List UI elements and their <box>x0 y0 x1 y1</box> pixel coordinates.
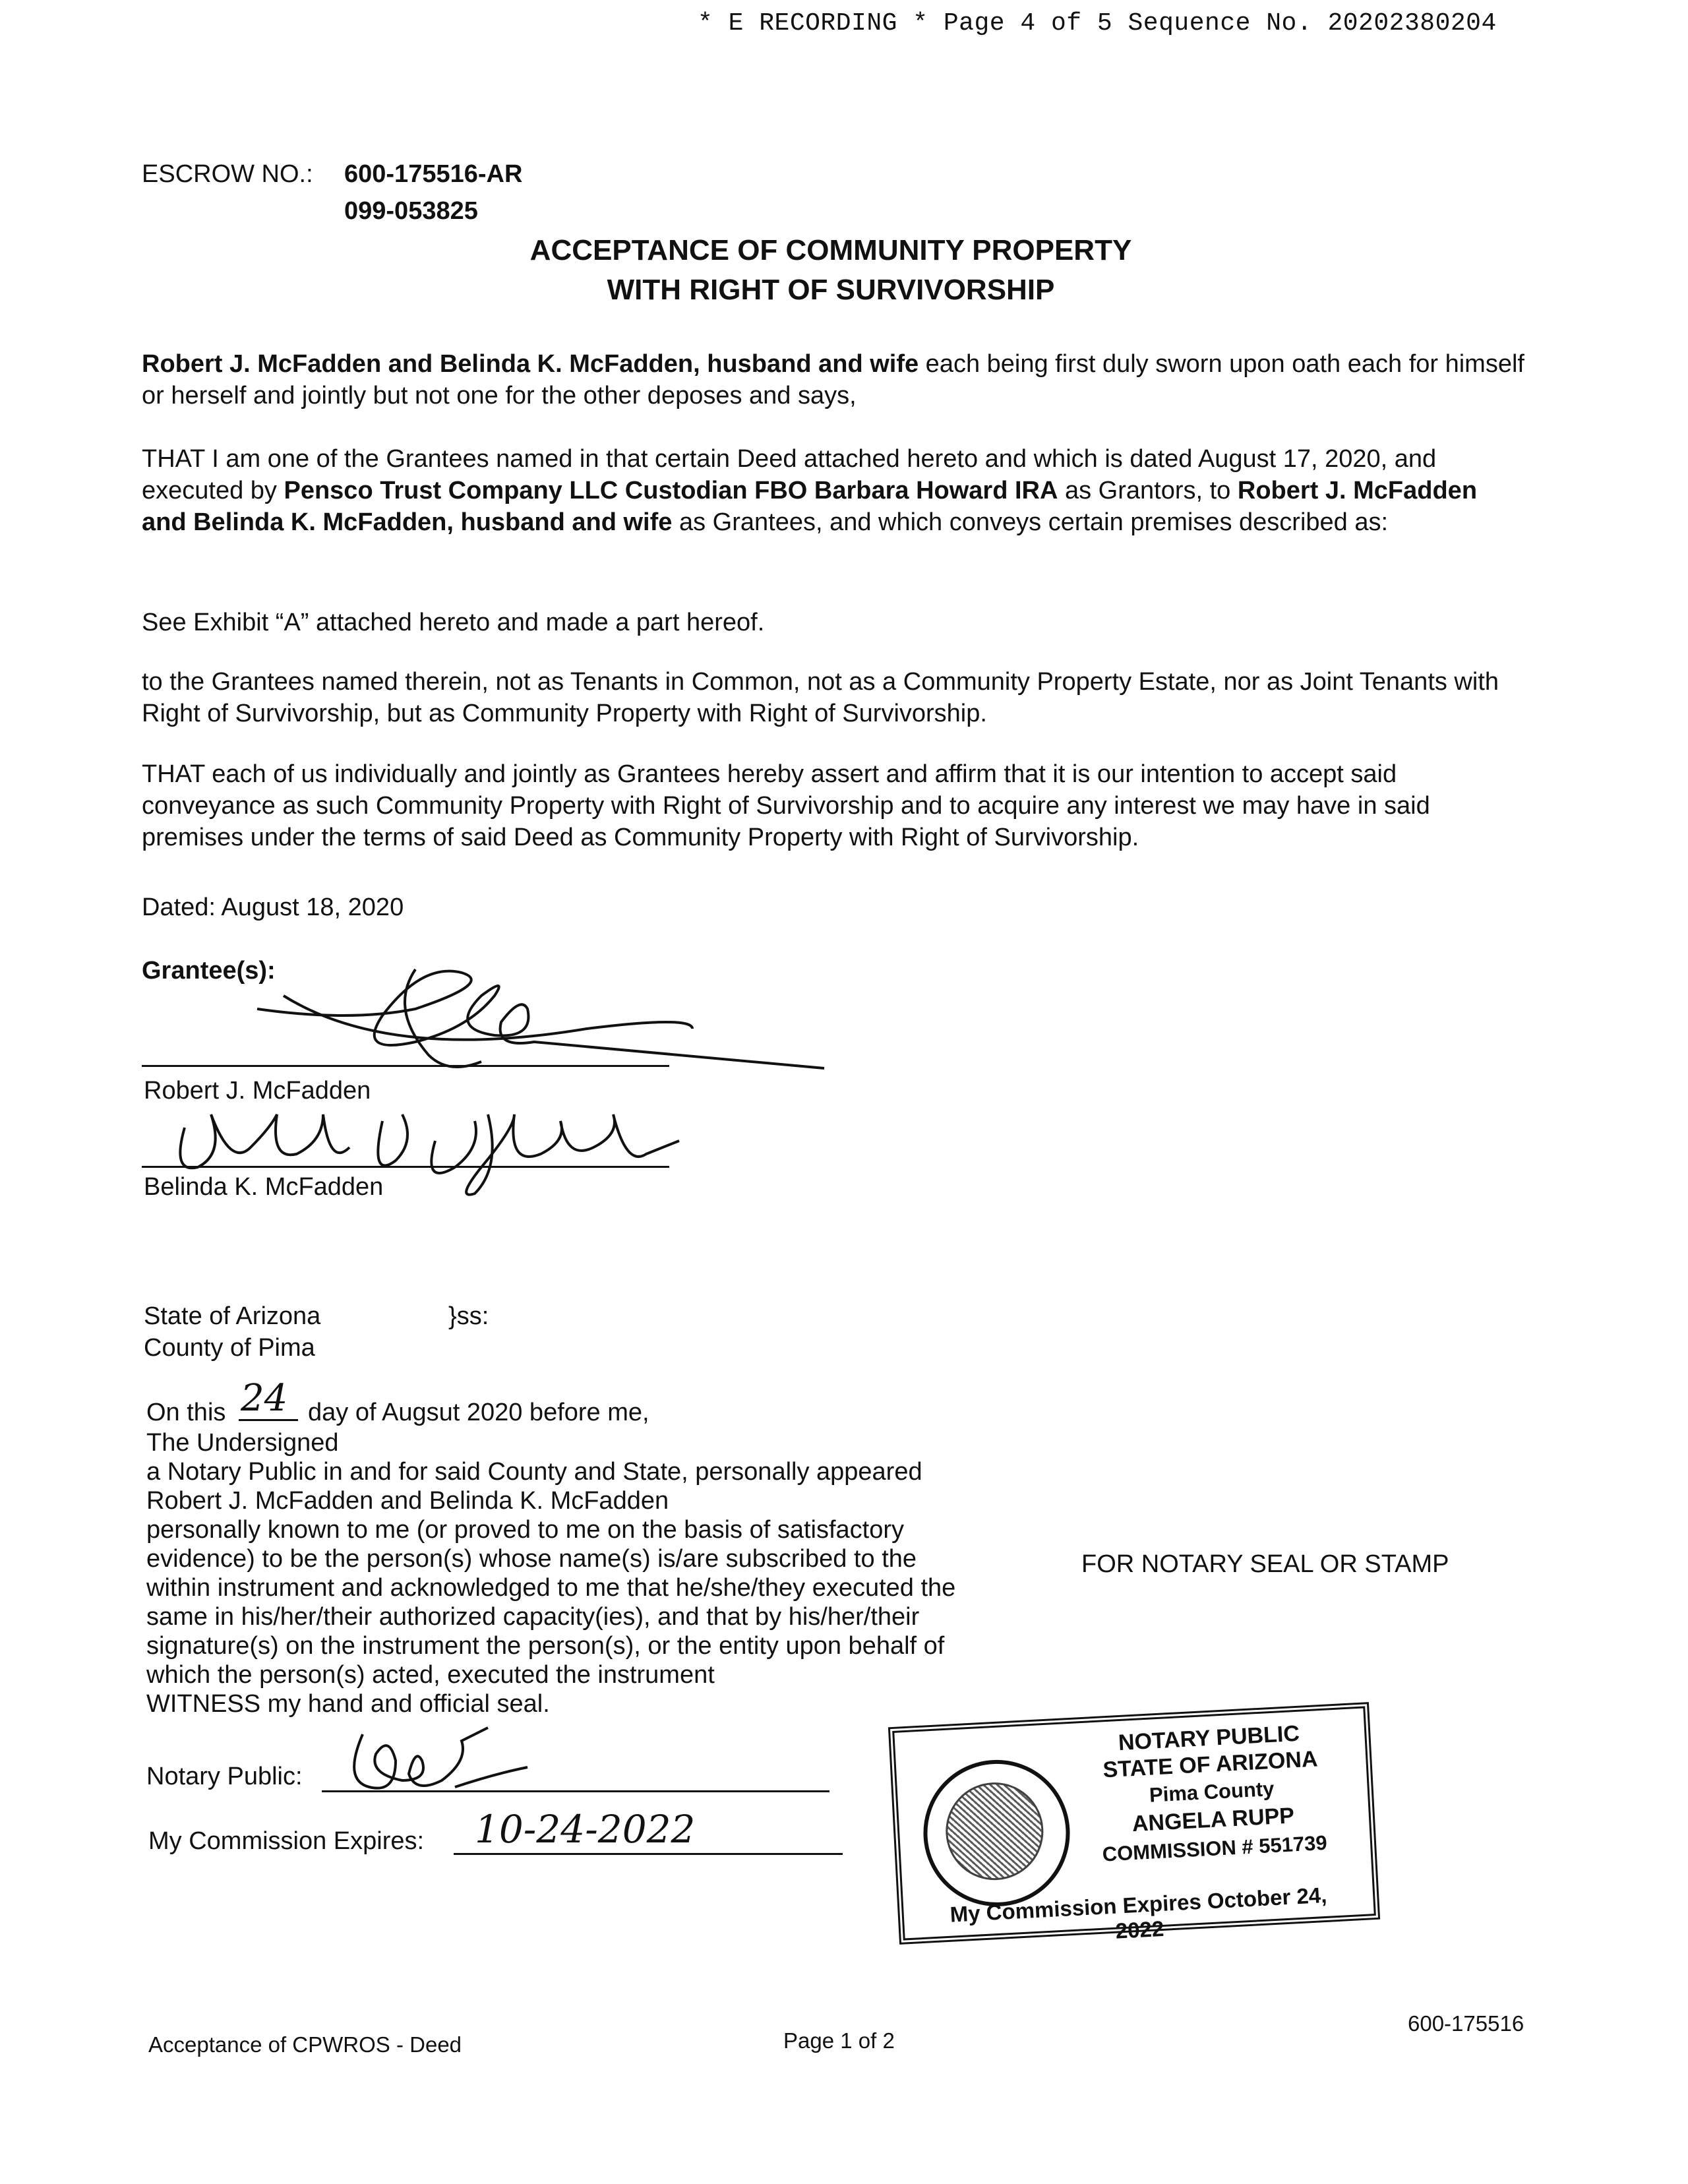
seal-center <box>944 1780 1046 1883</box>
commission-handwritten-date: 10-24-2022 <box>475 1807 696 1852</box>
document-title-line1: ACCEPTANCE OF COMMUNITY PROPERTY <box>529 234 1132 266</box>
notary-stamp <box>888 1702 1380 1945</box>
notary-line-4: personally known to me (or proved to me on the basis of satisfactory <box>146 1516 904 1544</box>
stamp-line-3: Pima County <box>1149 1776 1275 1807</box>
notary-public-line <box>322 1790 829 1792</box>
paragraph-tenancy: to the Grantees named therein, not as Tenants in Common, not as a Community Property Estate, nor as Joint Tenants with Right of Survivorship, but as Community Property with Right of Survivorship. <box>142 668 1499 727</box>
deed-text-c: as Grantees, and which conveys certain premises described as: <box>672 508 1389 536</box>
dated-line: Dated: August 18, 2020 <box>142 894 404 921</box>
stamp-line-5: COMMISSION # 551739 <box>1101 1831 1328 1866</box>
stamp-line-6: My Commission Expires October 24, 2022 <box>949 1882 1328 1943</box>
notary-line-10: WITNESS my hand and official seal. <box>146 1690 550 1718</box>
stamp-line-4: ANGELA RUPP <box>1131 1803 1295 1837</box>
venue-county: County of Pima <box>144 1334 315 1362</box>
grantee-name-belinda: Belinda K. McFadden <box>144 1173 384 1201</box>
document-title-line2: WITH RIGHT OF SURVIVORSHIP <box>607 274 1055 306</box>
grantee-names: Robert J. McFadden and Belinda K. McFadden, husband and wife <box>142 477 1478 536</box>
footer-right: 600-175516 <box>1408 2011 1524 2036</box>
day-blank-line <box>239 1419 298 1421</box>
recording-header: * E RECORDING * Page 4 of 5 Sequence No. 20202380204 <box>698 9 1497 38</box>
notary-seal-label: FOR NOTARY SEAL OR STAMP <box>1081 1550 1449 1578</box>
notary-line-6: within instrument and acknowledged to me that he/she/they executed the <box>146 1574 956 1602</box>
grantee-name-robert: Robert J. McFadden <box>144 1077 371 1105</box>
footer-page: Page 1 of 2 <box>783 2028 895 2053</box>
notary-line-2: a Notary Public in and for said County and State, personally appeared <box>146 1458 922 1486</box>
stamp-line-1: NOTARY PUBLIC <box>1118 1720 1300 1756</box>
venue-ss: }ss: <box>448 1302 489 1330</box>
escrow-label: ESCROW NO.: <box>142 160 313 188</box>
notary-line-8: signature(s) on the instrument the person(s), or the entity upon behalf of <box>146 1632 945 1660</box>
notary-public-label: Notary Public: <box>146 1763 303 1790</box>
notary-line-7: same in his/her/their authorized capacity(ies), and that by his/her/their <box>146 1603 920 1631</box>
footer-left: Acceptance of CPWROS - Deed <box>148 2032 462 2057</box>
commission-line <box>454 1853 843 1855</box>
paragraph-affiants <box>142 348 1526 411</box>
notary-line-9: which the person(s) acted, executed the instrument <box>146 1661 715 1689</box>
signature-robert <box>218 956 851 1095</box>
day-rest-text: day of Augsut 2020 before me, <box>308 1399 649 1426</box>
notary-line-3: Robert J. McFadden and Belinda K. McFadden <box>146 1487 669 1515</box>
signature-line-robert <box>142 1065 669 1067</box>
notary-signature <box>343 1721 541 1807</box>
escrow-number: 600-175516-AR <box>344 160 523 188</box>
grantor-name: Pensco Trust Company LLC Custodian FBO Barbara Howard IRA <box>284 477 1058 504</box>
paragraph-exhibit: See Exhibit “A” attached hereto and made a part hereof. <box>142 609 765 636</box>
notary-line-5: evidence) to be the person(s) whose name(s) is/are subscribed to the <box>146 1545 917 1573</box>
signature-line-belinda <box>142 1166 669 1168</box>
affiants-names: Robert J. McFadden and Belinda K. McFadden, husband and wife <box>142 350 919 378</box>
on-this-label: On this <box>146 1399 226 1426</box>
notary-line-1: The Undersigned <box>146 1429 339 1457</box>
paragraph-deed <box>142 443 1526 538</box>
stamp-line-2: STATE OF ARIZONA <box>1102 1746 1319 1783</box>
affiants-oath-text: each being first duly sworn upon oath each for himself or herself and jointly but not one for the other deposes and says, <box>142 350 1524 410</box>
grantees-label: Grantee(s): <box>142 957 276 985</box>
deed-text-b: as Grantors, to <box>1058 477 1238 504</box>
commission-expires-label: My Commission Expires: <box>148 1827 425 1855</box>
venue-state: State of Arizona <box>144 1302 321 1330</box>
day-handwritten: 24 <box>241 1377 288 1420</box>
deed-text-a: THAT I am one of the Grantees named in that certain Deed attached hereto and which is dated August 17, 2020, and executed by <box>142 445 1437 504</box>
escrow-number-secondary: 099-053825 <box>344 197 478 225</box>
paragraph-affirmation: THAT each of us individually and jointly as Grantees hereby assert and affirm that it is our intention to accept said conveyance as such Community Property with Right of Survivorship and to acquire any interest we may have in said premises under the terms of said Deed as Community Property with Right of Survivorship. <box>142 760 1430 851</box>
